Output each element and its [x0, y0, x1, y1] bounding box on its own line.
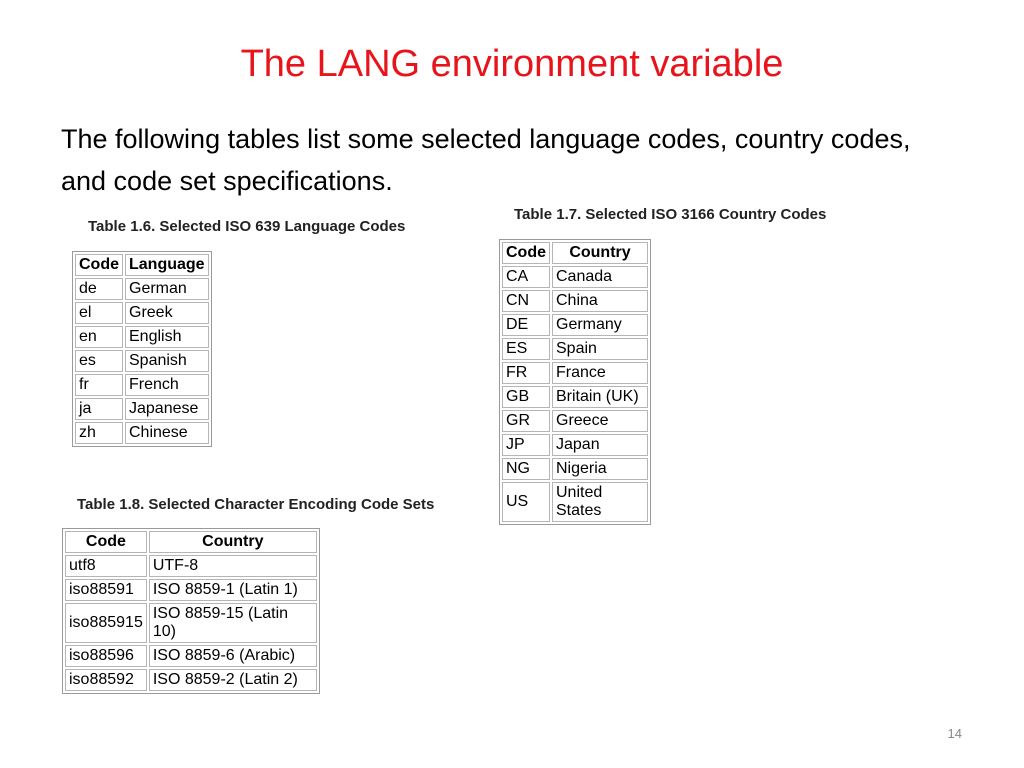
column-header-country: Country [149, 531, 317, 553]
value-cell: ISO 8859-6 (Arabic) [149, 645, 317, 667]
slide-title: The LANG environment variable [240, 43, 784, 85]
value-cell: Nigeria [552, 458, 648, 480]
column-header-country: Country [552, 242, 648, 264]
table-row [75, 398, 209, 420]
table-header-row [75, 254, 209, 276]
slide-number: 14 [947, 726, 962, 741]
code-cell: en [75, 326, 123, 348]
value-cell: French [125, 374, 209, 396]
table-row [502, 362, 648, 384]
code-cell: iso88596 [65, 645, 147, 667]
table-row [75, 278, 209, 300]
table-row [502, 338, 648, 360]
column-header-code: Code [502, 242, 550, 264]
table-row [75, 422, 209, 444]
code-cell: GR [502, 410, 550, 432]
table-row [502, 458, 648, 480]
encoding-codes-table [62, 528, 320, 694]
code-cell: DE [502, 314, 550, 336]
code-cell: iso88592 [65, 669, 147, 691]
table-header-row [65, 531, 317, 553]
code-cell: ja [75, 398, 123, 420]
table-row [65, 603, 317, 643]
table-row [75, 374, 209, 396]
value-cell: Chinese [125, 422, 209, 444]
code-cell: NG [502, 458, 550, 480]
code-cell: iso885915 [65, 603, 147, 643]
value-cell: Spanish [125, 350, 209, 372]
value-cell: ISO 8859-1 (Latin 1) [149, 579, 317, 601]
value-cell: Greek [125, 302, 209, 324]
country-codes-table [499, 239, 651, 525]
column-header-language: Language [125, 254, 209, 276]
table-row [502, 386, 648, 408]
code-cell: utf8 [65, 555, 147, 577]
value-cell: Spain [552, 338, 648, 360]
table-row [502, 482, 648, 522]
code-cell: GB [502, 386, 550, 408]
code-cell: iso88591 [65, 579, 147, 601]
language-codes-table [72, 251, 212, 447]
code-cell: US [502, 482, 550, 522]
column-header-code: Code [75, 254, 123, 276]
code-cell: el [75, 302, 123, 324]
table-row [65, 645, 317, 667]
table-header-row [502, 242, 648, 264]
value-cell: English [125, 326, 209, 348]
value-cell: Greece [552, 410, 648, 432]
code-cell: de [75, 278, 123, 300]
table-encoding-caption: Table 1.8. Selected Character Encoding Code Sets [77, 496, 435, 513]
code-cell: CA [502, 266, 550, 288]
body-text: The following tables list some selected language codes, country codes, and code set specifications. [61, 124, 911, 196]
value-cell: ISO 8859-2 (Latin 2) [149, 669, 317, 691]
code-cell: fr [75, 374, 123, 396]
table-country-caption: Table 1.7. Selected ISO 3166 Country Codes [514, 206, 827, 223]
value-cell: German [125, 278, 209, 300]
table-row [75, 326, 209, 348]
table-row [65, 669, 317, 691]
table-row [502, 314, 648, 336]
table-row [75, 350, 209, 372]
value-cell: Canada [552, 266, 648, 288]
table-lang-caption: Table 1.6. Selected ISO 639 Language Codes [88, 218, 406, 235]
table-row [502, 290, 648, 312]
value-cell: Japanese [125, 398, 209, 420]
code-cell: zh [75, 422, 123, 444]
value-cell: United States [552, 482, 648, 522]
code-cell: ES [502, 338, 550, 360]
code-cell: CN [502, 290, 550, 312]
value-cell: Germany [552, 314, 648, 336]
table-row [502, 266, 648, 288]
value-cell: UTF-8 [149, 555, 317, 577]
value-cell: Japan [552, 434, 648, 456]
table-row [75, 302, 209, 324]
table-row [502, 410, 648, 432]
value-cell: Britain (UK) [552, 386, 648, 408]
value-cell: China [552, 290, 648, 312]
code-cell: es [75, 350, 123, 372]
code-cell: JP [502, 434, 550, 456]
table-row [65, 579, 317, 601]
table-row [65, 555, 317, 577]
code-cell: FR [502, 362, 550, 384]
column-header-code: Code [65, 531, 147, 553]
value-cell: ISO 8859-15 (Latin 10) [149, 603, 317, 643]
value-cell: France [552, 362, 648, 384]
table-row [502, 434, 648, 456]
